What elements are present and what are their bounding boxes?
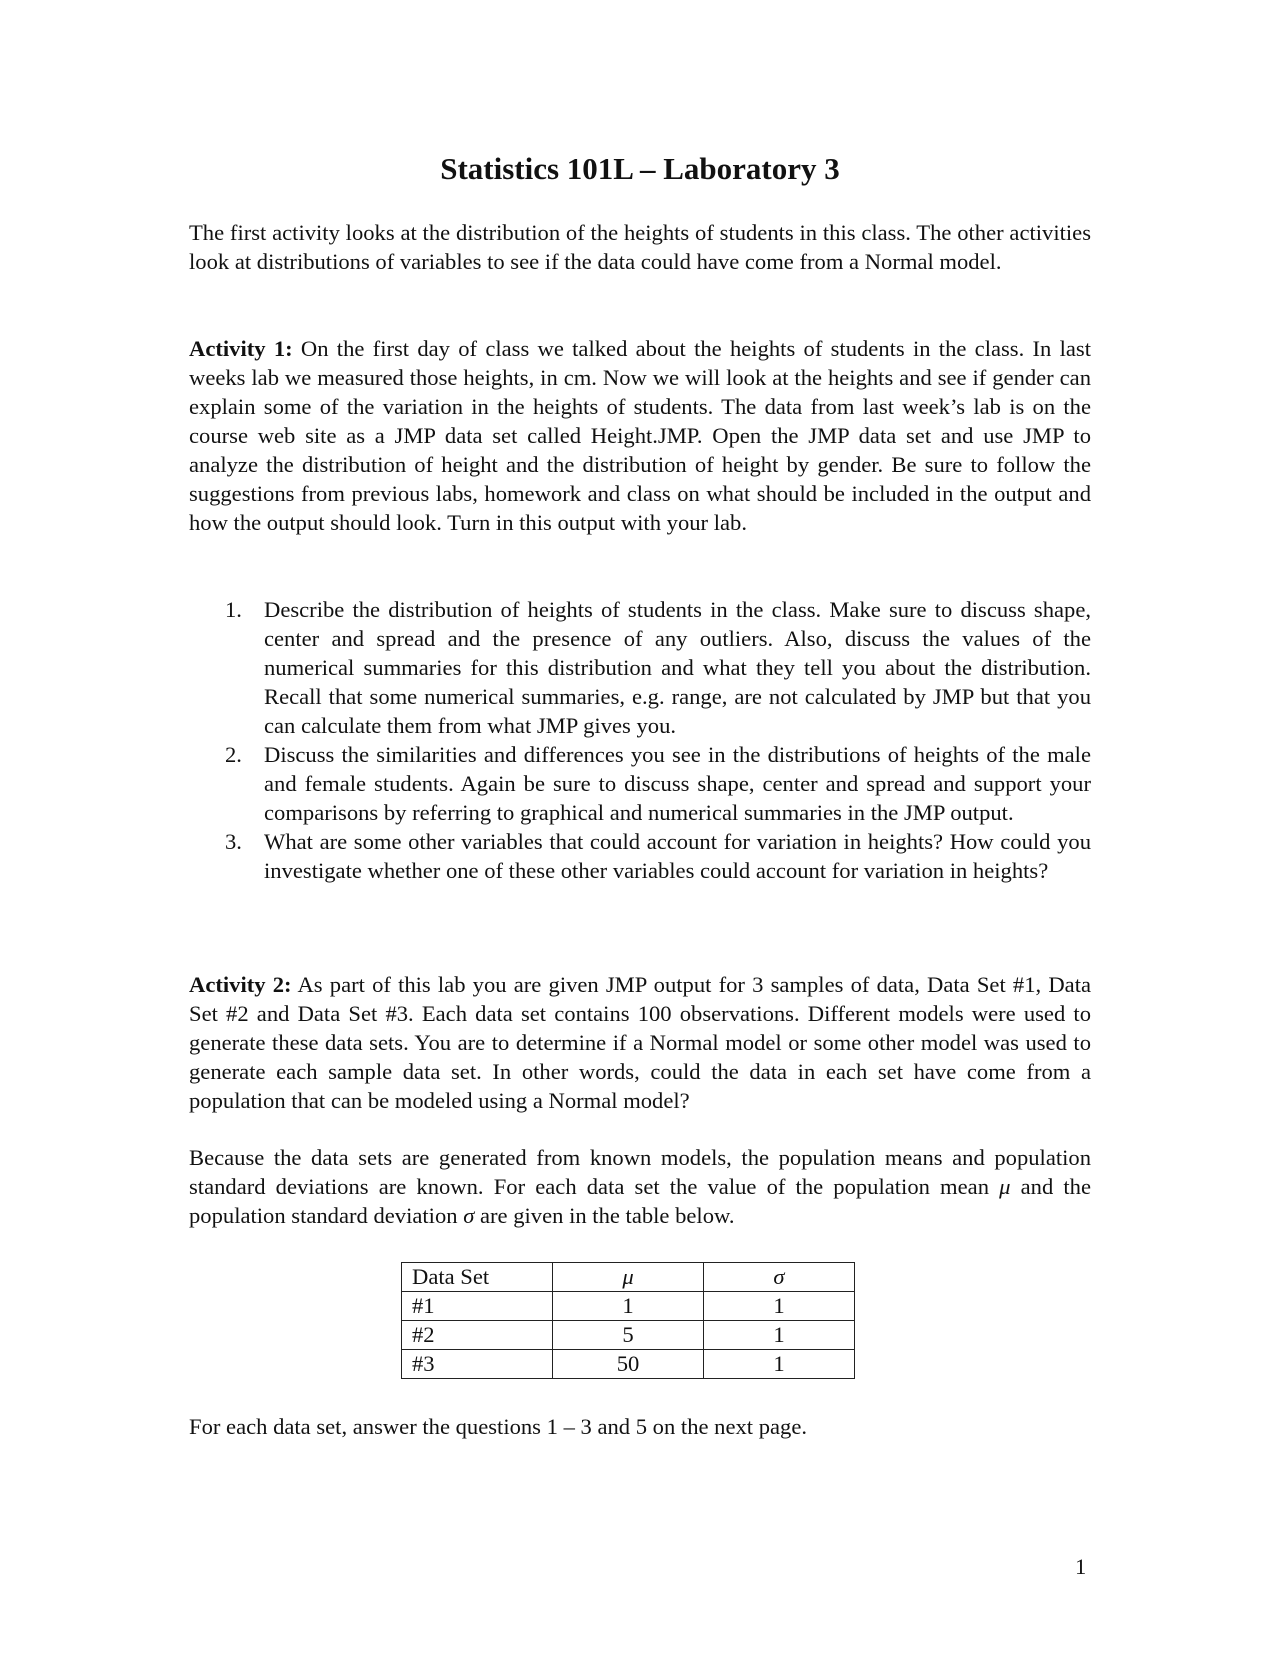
population-paragraph xyxy=(189,1143,1091,1230)
activity-1-label: Activity 1: xyxy=(189,336,293,361)
intro-paragraph: The first activity looks at the distribution of the heights of students in this class. The other activities look at distributions of variables to see if the data could have come from a Normal model. xyxy=(189,220,1091,274)
question-number: 2. xyxy=(225,742,242,767)
activity-1-text: On the first day of class we talked about the heights of students in the class. In last weeks lab we measured those heights, in cm. Now we will look at the heights and see if gender can explain some of the variation in the heights of students. The data from last week’s lab is on the course web site as a JMP data set called Height.JMP. Open the JMP data set and use JMP to analyze the distribution of height and the distribution of height by gender. Be sure to follow the suggestions from previous labs, homework and class on what should be included in the output and how the output should look. Turn in this output with your lab. xyxy=(189,336,1091,535)
question-number: 1. xyxy=(225,597,242,622)
header-data-set: Data Set xyxy=(402,1263,553,1292)
question-number: 3. xyxy=(225,829,242,854)
question-text: Discuss the similarities and differences you see in the distributions of heights of the male and female students. Again be sure to discuss shape, center and spread and support your comparisons by referring to graphical and numerical summaries in the JMP output. xyxy=(264,742,1091,825)
cell-mu: 50 xyxy=(553,1350,704,1379)
table-row xyxy=(402,1292,855,1321)
cell-data-set: #1 xyxy=(402,1292,553,1321)
question-item xyxy=(189,740,1091,827)
activity-1-paragraph xyxy=(189,334,1091,537)
cell-sigma: 1 xyxy=(704,1321,855,1350)
question-item xyxy=(189,595,1091,740)
cell-sigma: 1 xyxy=(704,1350,855,1379)
mu-symbol: μ xyxy=(999,1174,1011,1199)
page-number: 1 xyxy=(1075,1554,1087,1579)
population-text-3: are given in the table below. xyxy=(474,1203,735,1228)
parameters-table xyxy=(401,1262,855,1379)
activity-1-questions xyxy=(189,595,1091,885)
activity-2-text: As part of this lab you are given JMP output for 3 samples of data, Data Set #1, Data Set #2 and Data Set #3. Each data set contains 100 observations. Different models were used to generate these data sets. You are to determine if a Normal model or some other model was used to generate each sample data set. In other words, could the data in each set have come from a population that can be modeled using a Normal model? xyxy=(189,972,1091,1113)
page-title: Statistics 101L – Laboratory 3 xyxy=(440,151,840,186)
table-row xyxy=(402,1350,855,1379)
question-text: What are some other variables that could account for variation in heights? How could you investigate whether one of these other variables could account for variation in heights? xyxy=(264,829,1091,883)
population-text-2: and the population standard deviation xyxy=(189,1174,1091,1228)
question-text: Describe the distribution of heights of students in the class. Make sure to discuss shape, center and spread and the presence of any outliers. Also, discuss the values of the numerical summaries for this distribution and what they tell you about the distribution. Recall that some numerical summaries, e.g. range, are not calculated by JMP but that you can calculate them from what JMP gives you. xyxy=(264,597,1091,738)
cell-sigma: 1 xyxy=(704,1292,855,1321)
cell-data-set: #3 xyxy=(402,1350,553,1379)
population-text-1: Because the data sets are generated from known models, the population means and population standard deviations are known. For each data set the value of the population mean xyxy=(189,1145,1091,1199)
table-row xyxy=(402,1321,855,1350)
activity-2-label: Activity 2: xyxy=(189,972,292,997)
sigma-symbol: σ xyxy=(463,1203,475,1228)
activity-2-paragraph xyxy=(189,970,1091,1115)
closing-paragraph: For each data set, answer the questions 1 – 3 and 5 on the next page. xyxy=(189,1414,808,1439)
cell-mu: 1 xyxy=(553,1292,704,1321)
cell-mu: 5 xyxy=(553,1321,704,1350)
question-item xyxy=(189,827,1091,885)
cell-data-set: #2 xyxy=(402,1321,553,1350)
table-header-row xyxy=(402,1263,855,1292)
header-mu: μ xyxy=(553,1263,704,1292)
header-sigma: σ xyxy=(704,1263,855,1292)
